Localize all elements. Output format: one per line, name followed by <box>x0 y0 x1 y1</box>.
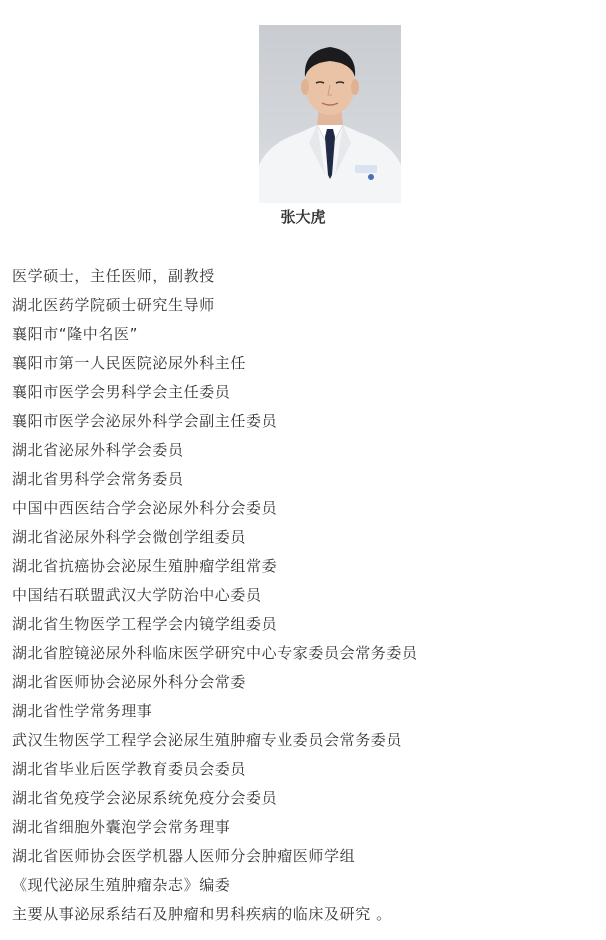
bio-line: 襄阳市“隆中名医” <box>12 325 138 343</box>
bio-line: 湖北省男科学会常务委员 <box>12 470 184 488</box>
bio-line: 中国中西医结合学会泌尿外科分会委员 <box>12 499 278 517</box>
bio-line: 湖北省腔镜泌尿外科临床医学研究中心专家委员会常务委员 <box>12 644 418 662</box>
bio-line: 湖北医药学院硕士研究生导师 <box>12 296 215 314</box>
bio-line: 医学硕士，主任医师，副教授 <box>12 267 215 285</box>
bio-line: 湖北省泌尿外科学会微创学组委员 <box>12 528 247 546</box>
bio-line: 武汉生物医学工程学会泌尿生殖肿瘤专业委员会常务委员 <box>12 731 403 749</box>
bio-line: 湖北省免疫学会泌尿系统免疫分会委员 <box>12 789 278 807</box>
bio-line: 襄阳市医学会泌尿外科学会副主任委员 <box>12 412 278 430</box>
bio-line: 湖北省毕业后医学教育委员会委员 <box>12 760 247 778</box>
doctor-portrait-photo <box>259 25 401 203</box>
bio-line: 湖北省抗癌协会泌尿生殖肿瘤学组常委 <box>12 557 278 575</box>
portrait-illustration <box>259 25 401 203</box>
bio-line: 湖北省泌尿外科学会委员 <box>12 441 184 459</box>
bio-list <box>12 262 602 929</box>
bio-line: 湖北省医师协会泌尿外科分会常委 <box>12 673 247 691</box>
doctor-name: 张大虎 <box>280 208 326 226</box>
bio-line: 襄阳市医学会男科学会主任委员 <box>12 383 231 401</box>
bio-line: 湖北省生物医学工程学会内镜学组委员 <box>12 615 278 633</box>
bio-line: 湖北省细胞外囊泡学会常务理事 <box>12 818 231 836</box>
bio-line: 襄阳市第一人民医院泌尿外科主任 <box>12 354 247 372</box>
bio-line: 湖北省医师协会医学机器人医师分会肿瘤医师学组 <box>12 847 356 865</box>
bio-line: 《现代泌尿生殖肿瘤杂志》编委 <box>12 876 231 894</box>
bio-line: 湖北省性学常务理事 <box>12 702 153 720</box>
bio-line: 中国结石联盟武汉大学防治中心委员 <box>12 586 262 604</box>
bio-line: 主要从事泌尿系结石及肿瘤和男科疾病的临床及研究 。 <box>12 905 392 923</box>
